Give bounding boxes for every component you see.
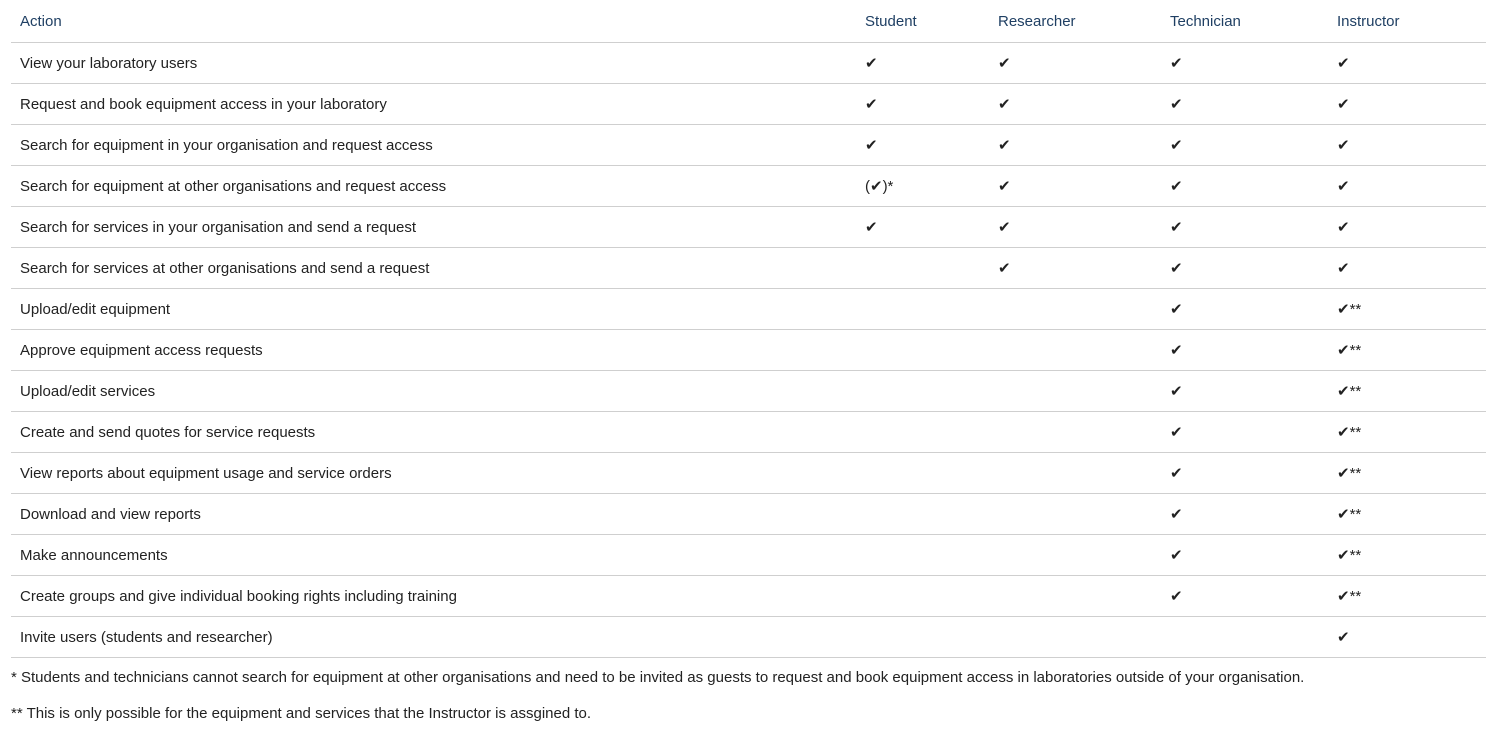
researcher-permission-cell xyxy=(989,289,1161,330)
table-row xyxy=(11,43,1486,84)
student-permission-cell: ✔ xyxy=(856,125,989,166)
student-permission-cell xyxy=(856,289,989,330)
student-permission-cell xyxy=(856,535,989,576)
student-permission-cell: ✔ xyxy=(856,207,989,248)
table-header-row xyxy=(11,0,1486,43)
technician-permission-cell: ✔ xyxy=(1161,84,1328,125)
footnotes xyxy=(11,668,1481,724)
researcher-permission-cell xyxy=(989,535,1161,576)
action-cell: Search for services at other organisations and send a request xyxy=(11,248,856,289)
table-row xyxy=(11,330,1486,371)
student-permission-cell xyxy=(856,453,989,494)
table-row xyxy=(11,125,1486,166)
student-permission-cell xyxy=(856,494,989,535)
technician-permission-cell: ✔ xyxy=(1161,207,1328,248)
instructor-permission-cell: ✔** xyxy=(1328,453,1486,494)
action-cell: View reports about equipment usage and service orders xyxy=(11,453,856,494)
instructor-permission-cell: ✔** xyxy=(1328,576,1486,617)
student-permission-cell: ✔ xyxy=(856,43,989,84)
technician-permission-cell: ✔ xyxy=(1161,43,1328,84)
table-row xyxy=(11,289,1486,330)
instructor-permission-cell: ✔** xyxy=(1328,371,1486,412)
instructor-permission-cell: ✔** xyxy=(1328,412,1486,453)
student-permission-cell xyxy=(856,248,989,289)
table-body xyxy=(11,43,1486,658)
researcher-permission-cell: ✔ xyxy=(989,166,1161,207)
researcher-permission-cell xyxy=(989,330,1161,371)
researcher-permission-cell xyxy=(989,494,1161,535)
researcher-permission-cell xyxy=(989,617,1161,658)
action-cell: Approve equipment access requests xyxy=(11,330,856,371)
action-cell: Search for equipment in your organisation and request access xyxy=(11,125,856,166)
instructor-permission-cell: ✔** xyxy=(1328,289,1486,330)
technician-permission-cell: ✔ xyxy=(1161,535,1328,576)
technician-permission-cell: ✔ xyxy=(1161,125,1328,166)
technician-permission-cell xyxy=(1161,617,1328,658)
action-cell: Create and send quotes for service requests xyxy=(11,412,856,453)
action-cell: Request and book equipment access in your laboratory xyxy=(11,84,856,125)
table-row xyxy=(11,412,1486,453)
table-row xyxy=(11,617,1486,658)
instructor-permission-cell: ✔ xyxy=(1328,84,1486,125)
technician-permission-cell: ✔ xyxy=(1161,330,1328,371)
student-permission-cell: (✔)* xyxy=(856,166,989,207)
student-permission-cell xyxy=(856,576,989,617)
action-cell: Upload/edit equipment xyxy=(11,289,856,330)
table-row xyxy=(11,207,1486,248)
student-permission-cell xyxy=(856,330,989,371)
instructor-permission-cell: ✔** xyxy=(1328,494,1486,535)
column-header-technician: Technician xyxy=(1161,0,1328,43)
column-header-researcher: Researcher xyxy=(989,0,1161,43)
footnote-instructor-assignment: ** This is only possible for the equipment and services that the Instructor is assgined to. xyxy=(11,705,592,722)
instructor-permission-cell: ✔ xyxy=(1328,125,1486,166)
action-cell: Invite users (students and researcher) xyxy=(11,617,856,658)
table-row xyxy=(11,494,1486,535)
instructor-permission-cell: ✔ xyxy=(1328,166,1486,207)
technician-permission-cell: ✔ xyxy=(1161,289,1328,330)
column-header-student: Student xyxy=(856,0,989,43)
action-cell: Upload/edit services xyxy=(11,371,856,412)
instructor-permission-cell: ✔ xyxy=(1328,617,1486,658)
technician-permission-cell: ✔ xyxy=(1161,371,1328,412)
action-cell: Search for services in your organisation and send a request xyxy=(11,207,856,248)
technician-permission-cell: ✔ xyxy=(1161,453,1328,494)
researcher-permission-cell: ✔ xyxy=(989,207,1161,248)
permissions-table xyxy=(11,0,1486,658)
table-row xyxy=(11,535,1486,576)
instructor-permission-cell: ✔** xyxy=(1328,535,1486,576)
researcher-permission-cell xyxy=(989,453,1161,494)
student-permission-cell xyxy=(856,617,989,658)
table-row xyxy=(11,576,1486,617)
action-cell: View your laboratory users xyxy=(11,43,856,84)
researcher-permission-cell: ✔ xyxy=(989,43,1161,84)
instructor-permission-cell: ✔ xyxy=(1328,43,1486,84)
table-row xyxy=(11,371,1486,412)
action-cell: Search for equipment at other organisations and request access xyxy=(11,166,856,207)
action-cell: Create groups and give individual booking rights including training xyxy=(11,576,856,617)
student-permission-cell xyxy=(856,412,989,453)
researcher-permission-cell xyxy=(989,576,1161,617)
instructor-permission-cell: ✔** xyxy=(1328,330,1486,371)
table-row xyxy=(11,166,1486,207)
student-permission-cell xyxy=(856,371,989,412)
technician-permission-cell: ✔ xyxy=(1161,494,1328,535)
technician-permission-cell: ✔ xyxy=(1161,576,1328,617)
researcher-permission-cell xyxy=(989,412,1161,453)
table-row xyxy=(11,248,1486,289)
technician-permission-cell: ✔ xyxy=(1161,412,1328,453)
footnote-student-guest-access: * Students and technicians cannot search for equipment at other organisations and need to be invited as guests to request and book equipment access in laboratories outside of your organisation. xyxy=(11,669,1305,686)
researcher-permission-cell: ✔ xyxy=(989,84,1161,125)
action-cell: Download and view reports xyxy=(11,494,856,535)
researcher-permission-cell: ✔ xyxy=(989,125,1161,166)
technician-permission-cell: ✔ xyxy=(1161,166,1328,207)
column-header-action: Action xyxy=(11,0,856,43)
table-row xyxy=(11,84,1486,125)
technician-permission-cell: ✔ xyxy=(1161,248,1328,289)
student-permission-cell: ✔ xyxy=(856,84,989,125)
action-cell: Make announcements xyxy=(11,535,856,576)
instructor-permission-cell: ✔ xyxy=(1328,248,1486,289)
researcher-permission-cell xyxy=(989,371,1161,412)
table-row xyxy=(11,453,1486,494)
column-header-instructor: Instructor xyxy=(1328,0,1486,43)
instructor-permission-cell: ✔ xyxy=(1328,207,1486,248)
researcher-permission-cell: ✔ xyxy=(989,248,1161,289)
